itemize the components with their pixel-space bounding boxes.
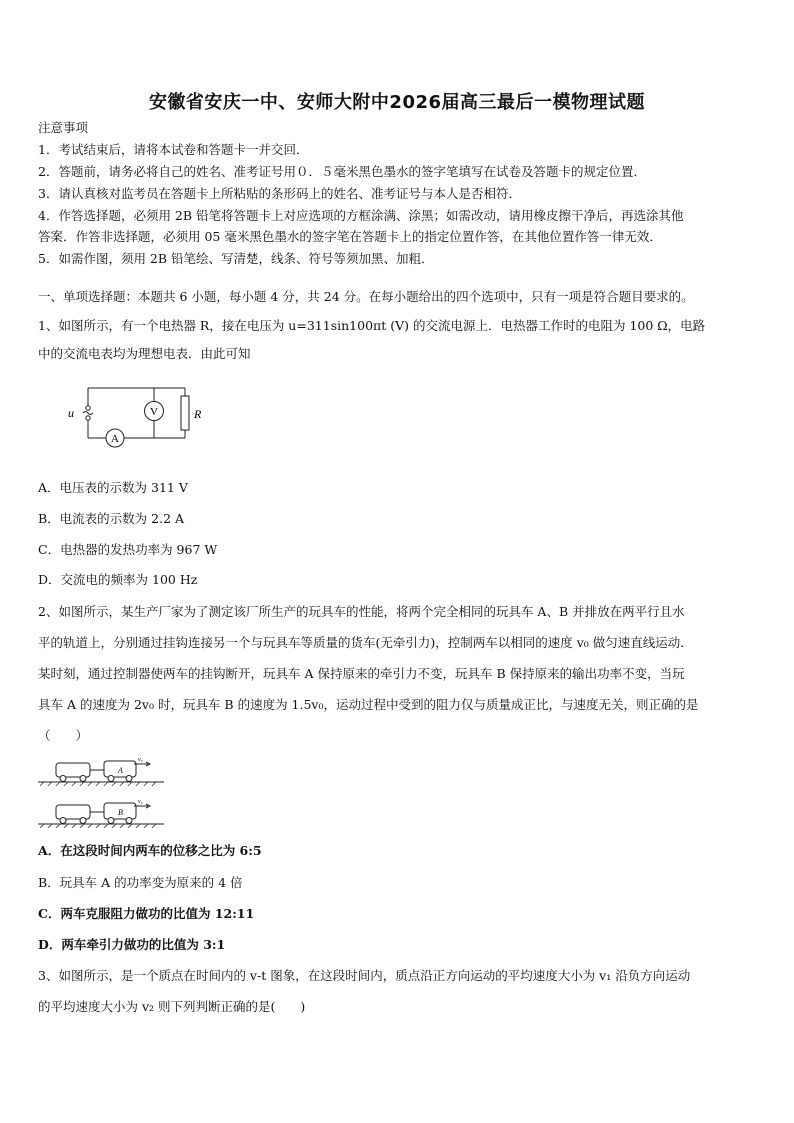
- question-2-option-c: C．两车克服阻力做功的比值为 12:11: [38, 906, 255, 921]
- question-1-option-c: C．电热器的发热功率为 967 W: [38, 542, 218, 557]
- car-b-label: B: [118, 808, 123, 817]
- question-2-text: 平的轨道上，分别通过挂钩连接另一个与玩具车等质量的货车(无牵引力)，控制两车以相同的速度 v₀ 做匀速直线运动．: [38, 635, 693, 650]
- question-1-text: 中的交流电表均为理想电表．由此可知: [38, 346, 251, 361]
- resistor-label: R: [194, 407, 202, 421]
- question-1-text: 1、如图所示，有一个电热器 R，接在电压为 u=311sin100πt (V) 的交流电源上．电热器工作时的电阻为 100 Ω，电路: [38, 318, 706, 333]
- notice-item: 3．请认真核对监考员在答题卡上所粘贴的条形码上的姓名、准考证号与本人是否相符．: [38, 186, 521, 201]
- velocity-label: v₀: [138, 799, 143, 805]
- question-2-text: 具车 A 的速度为 2v₀ 时，玩具车 B 的速度为 1.5v₀，运动过程中受到的阻力仅与质量成正比，与速度无关，则正确的是: [38, 697, 699, 712]
- question-2-text: 2、如图所示，某生产厂家为了测定该厂所生产的玩具车的性能，将两个完全相同的玩具车 A、B 并排放在两平行且水: [38, 604, 685, 619]
- voltmeter-label: V: [150, 406, 158, 418]
- notice-item: 1．考试结束后，请将本试卷和答题卡一并交回．: [38, 142, 309, 157]
- question-2-text: 某时刻，通过控制器使两车的挂钩断开，玩具车 A 保持原来的牵引力不变，玩具车 B 保持原来的输出功率不变，当玩: [38, 666, 685, 681]
- notice-item: 2．答题前，请务必将自己的姓名、准考证号用０．５毫米黑色墨水的签字笔填写在试卷及答题卡的规定位置．: [38, 164, 646, 179]
- question-2-text: （ ）: [38, 728, 89, 743]
- notice-item: 5．如需作图，须用 2B 铅笔绘、写清楚，线条、符号等须加黑、加粗．: [38, 251, 434, 266]
- question-1-option-d: D．交流电的频率为 100 Hz: [38, 572, 198, 587]
- velocity-label: v₀: [138, 757, 143, 763]
- page-title: 安徽省安庆一中、安师大附中2026届高三最后一模物理试题: [148, 92, 646, 113]
- question-3-text: 的平均速度大小为 v₂ 则下列判断正确的是( ): [38, 999, 306, 1014]
- notice-heading: 注意事项: [38, 120, 89, 135]
- question-2-option-d: D．两车牵引力做功的比值为 3:1: [38, 937, 226, 952]
- question-3-text: 3、如图所示，是一个质点在时间内的 v-t 图象，在这段时间内，质点沿正方向运动的平均速度大小为 v₁ 沿负方向运动: [38, 968, 691, 983]
- circuit-diagram: [62, 376, 222, 468]
- question-2-option-a: A．在这段时间内两车的位移之比为 6:5: [38, 843, 262, 858]
- section-heading: 一、单项选择题：本题共 6 小题，每小题 4 分，共 24 分。在每小题给出的四个选项中，只有一项是符合题目要求的。: [38, 289, 694, 304]
- toy-car-diagram: [36, 752, 166, 832]
- resistor-symbol: [181, 396, 189, 430]
- question-1-option-b: B．电流表的示数为 2.2 A: [38, 511, 185, 526]
- source-label: u: [68, 406, 74, 420]
- notice-item: 4．作答选择题，必须用 2B 铅笔将答题卡上对应选项的方框涂满、涂黑；如需改动，请用橡皮擦干净后，再选涂其他: [38, 208, 684, 223]
- ammeter-label: A: [111, 433, 119, 445]
- question-2-option-b: B．玩具车 A 的功率变为原来的 4 倍: [38, 875, 243, 890]
- car-a-label: A: [118, 766, 123, 775]
- question-1-option-a: A．电压表的示数为 311 V: [38, 480, 188, 495]
- notice-item: 答案．作答非选择题，必须用 05 毫米黑色墨水的签字笔在答题卡上的指定位置作答，在其他位置作答一律无效．: [38, 229, 662, 244]
